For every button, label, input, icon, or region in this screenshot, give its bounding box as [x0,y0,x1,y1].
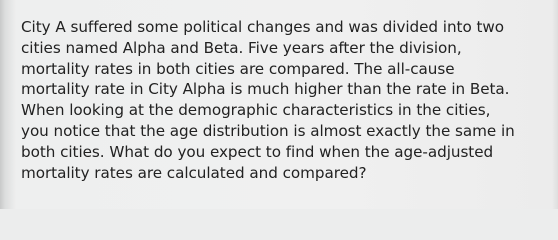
question-line: City A suffered some political changes and was divided into two [21,18,504,36]
question-line: both cities. What do you expect to find when the age-adjusted [21,142,494,161]
question-line: you notice that the age distribution is almost exactly the same in [21,121,515,140]
question-line: cities named Alpha and Beta. Five years after the division, [21,38,462,57]
question-text [21,17,557,183]
question-line: mortality rates in both cities are compared. The all-cause [21,59,455,78]
question-line: mortality rates are calculated and compared? [21,163,367,182]
question-line: When looking at the demographic characteristics in the cities, [21,101,491,120]
question-line: mortality rate in City Alpha is much higher than the rate in Beta. [21,80,510,99]
